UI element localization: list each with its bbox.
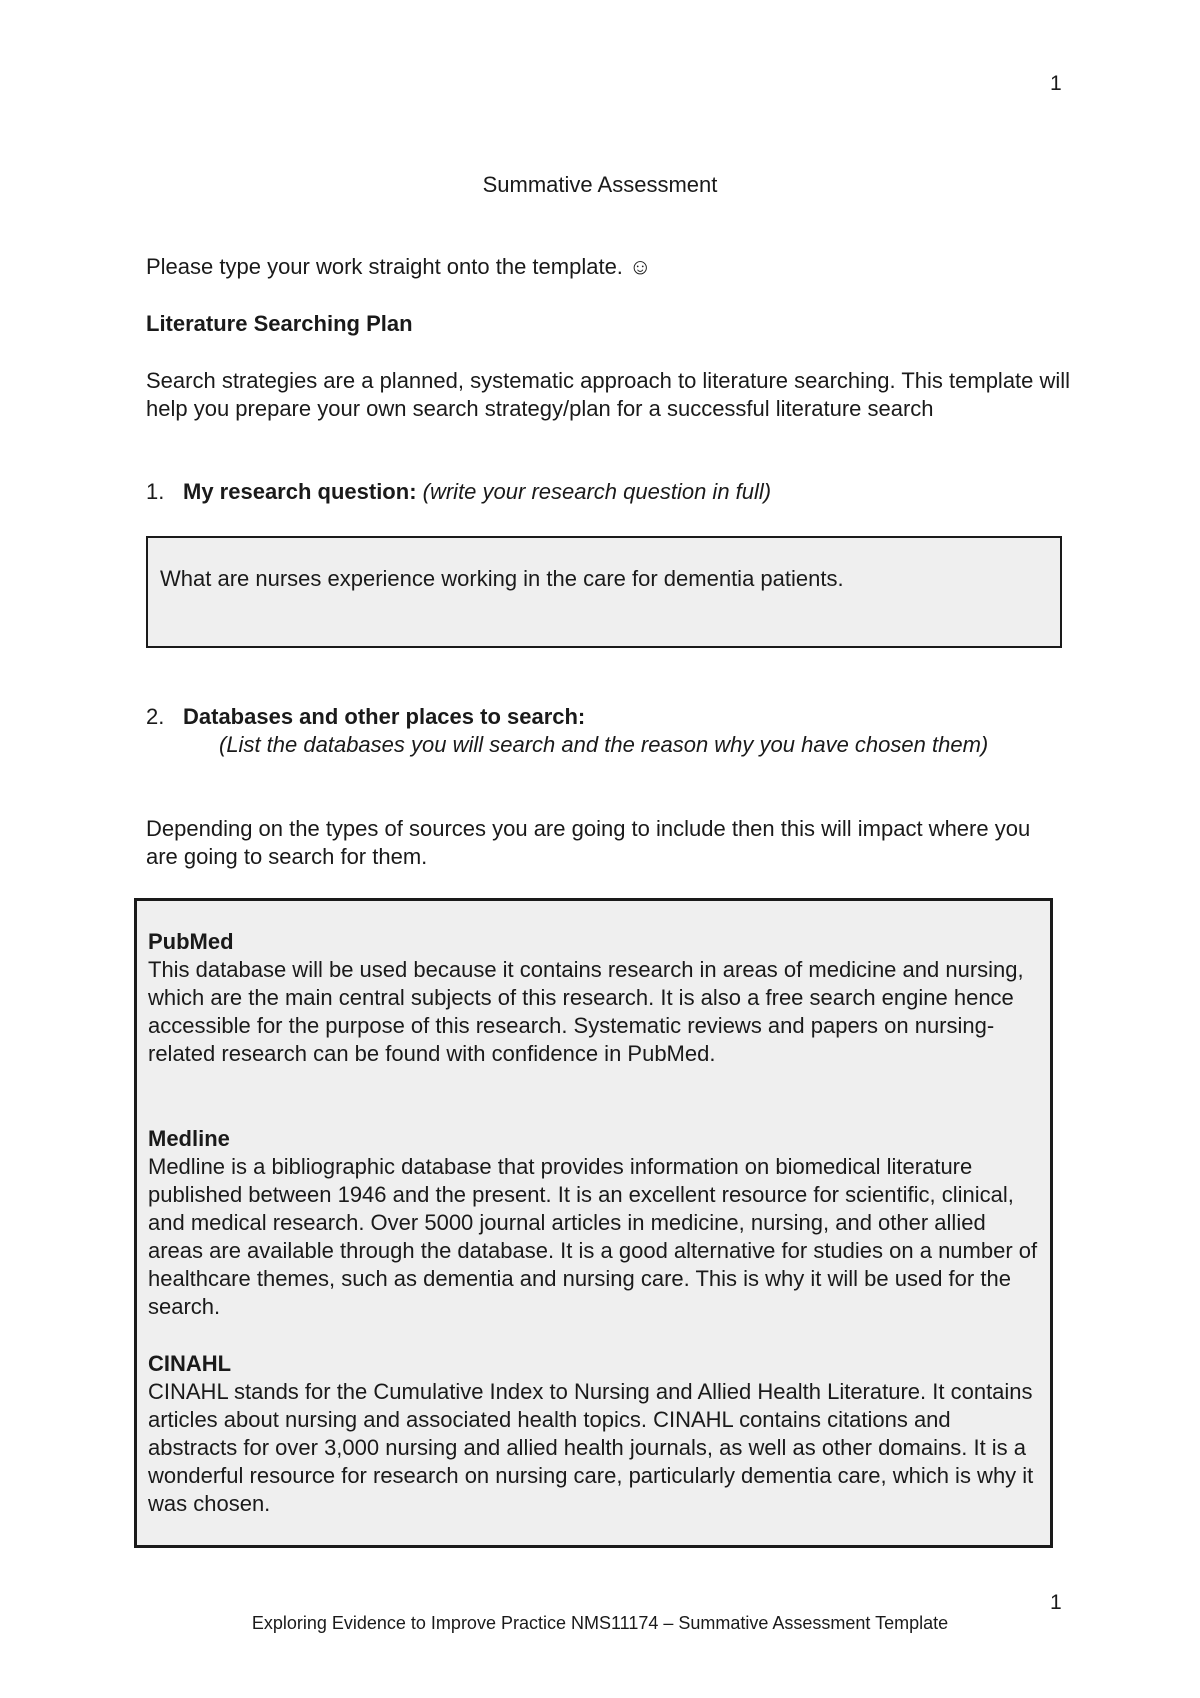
database-name: PubMed [148, 929, 234, 954]
database-text: CINAHL stands for the Cumulative Index to Nursing and Allied Health Literature. It contains articles about nursing and associated health topics. CINAHL contains citations and abstracts for over 3,000 nursing and allied health journals, as well as other domains. It is a wonderful resource for research on nursing care, particularly dementia care, which is why it was chosen. [148, 1379, 1034, 1516]
section-research-question [146, 478, 771, 506]
plan-heading: Literature Searching Plan [146, 311, 413, 336]
database-entry-pubmed [148, 928, 1043, 1068]
database-name: CINAHL [148, 1351, 232, 1376]
page-number-bottom: 1 [1050, 1591, 1062, 1614]
plan-description: Search strategies are a planned, systematic approach to literature searching. This template will help you prepare your own search strategy/plan for a successful literature search [146, 368, 1071, 421]
section-number: 2. [146, 704, 165, 729]
database-entry-medline [148, 1125, 1043, 1321]
section-label: Databases and other places to search: [183, 704, 586, 729]
page-number-top: 1 [1050, 72, 1062, 95]
database-text: Medline is a bibliographic database that provides information on biomedical literature published between 1946 and the present. It is an excellent resource for scientific, clinical, and medical research. Over 5000 journal articles in medicine, nursing, and other allied areas are available through the database. It is a good alternative for studies on a number of healthcare themes, such as dementia and nursing care. This is why it will be used for the search. [148, 1154, 1038, 1319]
section-databases [146, 703, 585, 731]
database-entry-cinahl [148, 1350, 1043, 1518]
page-title: Summative Assessment [482, 172, 718, 197]
research-question-answer: What are nurses experience working in the care for dementia patients. [160, 566, 844, 591]
database-name: Medline [148, 1126, 230, 1151]
intro-text: Please type your work straight onto the template. ☺ [146, 254, 652, 279]
database-text: This database will be used because it contains research in areas of medicine and nursing, which are the main central subjects of this research. It is also a free search engine hence accessible for the purpose of this research. Systematic reviews and papers on nursing-related research can be found with confidence in PubMed. [148, 957, 1024, 1066]
databases-description: Depending on the types of sources you are going to include then this will impact where you are going to search for them. [146, 816, 1031, 869]
section-number: 1. [146, 479, 165, 504]
research-question-box[interactable] [146, 536, 1062, 648]
section-hint: (write your research question in full) [422, 479, 772, 504]
section-hint: (List the databases you will search and the reason why you have chosen them) [219, 732, 989, 757]
page-footer: Exploring Evidence to Improve Practice NMS11174 – Summative Assessment Template [251, 1613, 949, 1633]
section-label: My research question: [183, 479, 417, 504]
databases-box[interactable] [134, 898, 1053, 1548]
